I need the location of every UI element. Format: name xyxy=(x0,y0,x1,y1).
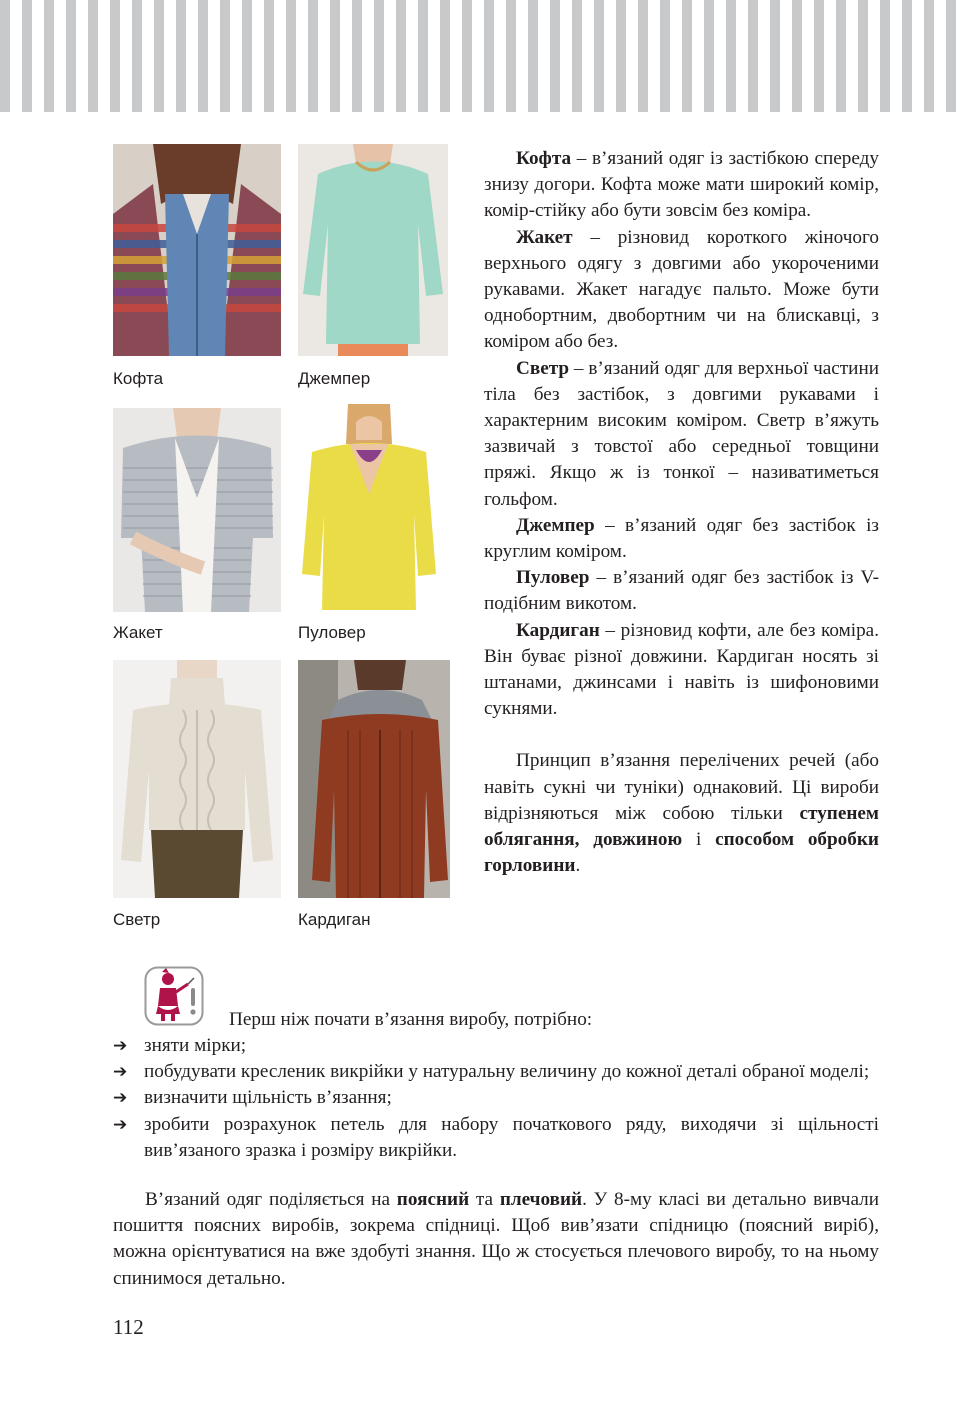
kofta-image xyxy=(113,144,281,356)
principle-paragraph: Принцип в’язання перелічених речей (або навіть сукні чи туніки) однаковий. Ці вироби відрізняються між собою тільки ступенем облягання, довжиною і способом обробки горловини. xyxy=(484,750,879,877)
definition-kardygan: Кардиган – різновид кофти, але без коміра. Він буває різної довжини. Кардиган носять зі штанами, джинсами і навіть із шифоновими сукнями. xyxy=(484,619,879,720)
kardygan-image xyxy=(298,660,450,898)
caption-pulover: Пуловер xyxy=(298,623,366,642)
closing-paragraph: В’язаний одяг поділяється на поясний та плечовий. У 8-му класі ви детально вивчали пошиття поясних виробів, зокрема спідниці. Щоб вив’язати спідницю (поясний виріб), можна орієнтуватися на вже здобуті знання. Що ж стосується плечового виробу, то на ньому спинимося детально. xyxy=(113,1189,879,1289)
photo-pulover xyxy=(298,404,440,612)
photo-kofta xyxy=(113,144,281,356)
list-item: ➔ зняти мірки; xyxy=(113,1033,879,1059)
header-stripes xyxy=(0,0,963,112)
definition-pulover: Пуловер – в’язаний одяг без застібок із V-подібним викотом. xyxy=(484,567,879,615)
caption-kofta: Кофта xyxy=(113,369,164,388)
steps-list xyxy=(113,1033,879,1164)
definitions-column xyxy=(484,146,879,879)
zhaket-image xyxy=(113,408,281,612)
arrow-right-icon: ➔ xyxy=(113,1062,128,1083)
pulover-image xyxy=(298,404,440,612)
photo-dzhemper xyxy=(298,144,448,356)
caption-svetr: Светр xyxy=(113,910,161,929)
girl-pointer-exclamation-icon xyxy=(144,966,204,1026)
list-item: ➔ побудувати кресленик викрійки у натуральну величину до кожної деталі обраної моделі; xyxy=(113,1059,879,1085)
caption-dzhemper: Джемпер xyxy=(298,369,371,388)
steps-intro: Перш ніж почати в’язання виробу, потрібно: xyxy=(229,1009,593,1030)
arrow-right-icon: ➔ xyxy=(113,1088,128,1109)
photo-kardygan xyxy=(298,660,450,898)
svetr-image xyxy=(113,660,281,898)
photo-zhaket xyxy=(113,408,281,612)
definition-kofta: Кофта – в’язаний одяг із застібкою спереду знизу догори. Кофта може мати широкий комір, комір-стійку або бути зовсім без коміра. xyxy=(484,148,879,222)
caption-zhaket: Жакет xyxy=(113,623,163,642)
page-number: 112 xyxy=(113,1315,144,1339)
list-item: ➔ зробити розрахунок петель для набору початкового ряду, виходячи зі щільності вив’язаного зразка і розміру викрійки. xyxy=(113,1113,879,1161)
caption-kardygan: Кардиган xyxy=(298,910,371,929)
arrow-right-icon: ➔ xyxy=(113,1036,128,1056)
dzhemper-image xyxy=(298,144,448,356)
definition-zhaket: Жакет – різновид короткого жіночого верхнього одягу з довгими або укороченими рукавами. Жакет нагадує пальто. Може бути однобортним, двобортним чи на блискавці, з коміром або без. xyxy=(484,226,879,353)
arrow-right-icon: ➔ xyxy=(113,1114,128,1135)
list-item: ➔ визначити щільність в’язання; xyxy=(113,1085,879,1111)
photo-svetr xyxy=(113,660,281,898)
definition-svetr: Светр – в’язаний одяг для верхньої частини тіла без застібок, з довгими рукавами і характерним високим коміром. Светр в’яжуть зазвичай з товстої або середньої товщини пряжі. Якщо ж із тонкої – називатиметься гольфом. xyxy=(484,357,879,510)
definition-dzhemper: Джемпер – в’язаний одяг без застібок із круглим коміром. xyxy=(484,514,879,563)
